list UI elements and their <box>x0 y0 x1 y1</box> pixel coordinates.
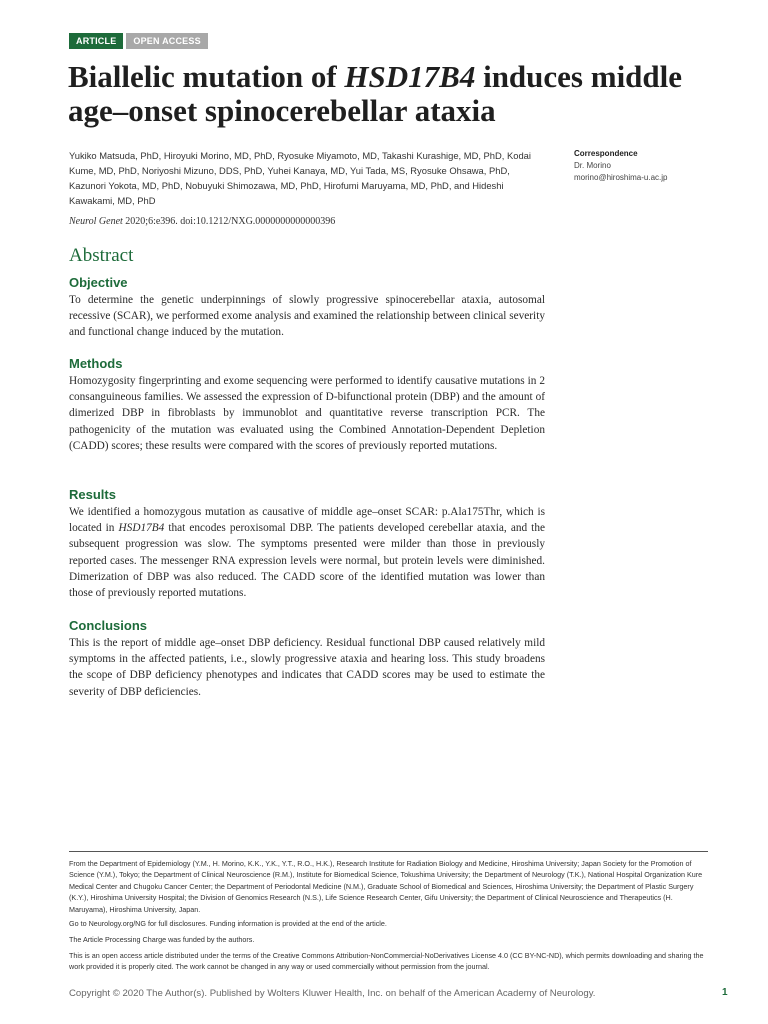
copyright-notice: Copyright © 2020 The Author(s). Published by Wolters Kluwer Health, Inc. on behalf of the American Academy of Neurology. <box>69 988 596 999</box>
license-footnote: This is an open access article distributed under the terms of the Creative Commons Attribution-NonCommercial-NoDerivatives License 4.0 (CC BY-NC-ND), which permits downloading and sharing the work provided it is properly cited. The work cannot be changed in any way or used commercially without permission from the journal. <box>69 951 704 972</box>
title-gene-name: HSD17B4 <box>344 59 476 94</box>
correspondence-name: Dr. Morino <box>574 161 611 170</box>
affiliations-footnote: From the Department of Epidemiology (Y.M., H. Morino, K.K., Y.K., Y.T., R.O., H.K.), Research Institute for Radiation Biology and Medicine, Hiroshima University; Japan Society for the Promotion of Science (Y.M.), Tokyo; the Department of Clinical Neuroscience (R.M.), Institute for Biomedical Science, Tokushima University; the Department of Neurology (T.K.), National Hospital Organization Kure Medical Center and Chugoku Cancer Center; the Department of Periodontal Medicine (N.M.), Graduate School of Biomedical and Sciences, Hiroshima University; the Department of Plastic Surgery (K.Y.), Hiroshima University Hospital; the Division of Genomics Research (N.S.), Life Science Research Center, Gifu University; the Department of Clinical Neuroscience and Therapeutics (H. Maruyama), Hiroshima University, Japan. <box>69 859 703 914</box>
methods-heading: Methods <box>69 356 123 371</box>
results-gene-name: HSD17B4 <box>118 522 165 535</box>
methods-text: Homozygosity fingerprinting and exome sequencing were performed to identify causative mutations in 2 consanguineous families. We assessed the expression of D-bifunctional protein (DBP) and the amount of dimerized DBP in fibroblasts by immunoblot and quantitative reverse transcription PCR. The pathogenicity of the mutation was evaluated using the Combined Annotation-Dependent Depletion (CADD) scores; these results were compared with the scores of previously reported mutations. <box>69 375 545 452</box>
correspondence-email[interactable]: morino@hiroshima-u.ac.jp <box>574 173 668 182</box>
open-access-badge: OPEN ACCESS <box>126 33 207 49</box>
title-part-2: induces middle age–onset spinocerebellar ataxia <box>68 59 683 128</box>
results-heading: Results <box>69 487 116 502</box>
article-title <box>68 60 718 128</box>
title-part-1: Biallelic mutation of <box>68 59 345 94</box>
citation-details: 2020;6:e396. doi:10.1212/NXG.0000000000000396 <box>122 216 336 227</box>
correspondence-block <box>574 148 724 184</box>
citation-line <box>69 216 335 227</box>
page-number: 1 <box>722 987 728 998</box>
results-text-start: We identified a homozygous mutation as causative of middle age–onset SCAR: p.Ala175Thr, which is located in <box>69 506 545 535</box>
results-text-end: that encodes peroxisomal DBP. The patients developed cerebellar ataxia, and the subsequent progression was slow. The symptoms presented were milder than those in previously reported cases. The messenger RNA expression levels were normal, but protein levels were diminished. Dimerization of DBP was also reduced. The CADD score of the identified mutation was lower than those of previously reported mutations. <box>69 522 545 600</box>
author-list: Yukiko Matsuda, PhD, Hiroyuki Morino, MD, PhD, Ryosuke Miyamoto, MD, Takashi Kurashige, MD, PhD, Kodai Kume, MD, PhD, Noriyoshi Mizuno, DDS, PhD, Yuhei Kanaya, MD, Yui Tada, MS, Ryosuke Ohsawa, PhD, Kazunori Yokota, MD, PhD, Nobuyuki Shimozawa, MD, PhD, Hirofumi Maruyama, MD, PhD, and Hideshi Kawakami, MD, PhD <box>69 150 531 206</box>
abstract-heading: Abstract <box>69 245 134 266</box>
results-text <box>69 504 545 601</box>
conclusions-heading: Conclusions <box>69 618 148 633</box>
disclosures-footnote: Go to Neurology.org/NG for full disclosures. Funding information is provided at the end of the article. <box>69 919 387 928</box>
correspondence-label: Correspondence <box>574 149 638 158</box>
conclusions-text: This is the report of middle age–onset DBP deficiency. Residual functional DBP caused relatively mild symptoms in the affected patients, i.e., slowly progressive ataxia and hearing loss. This study broadens the scope of DBP deficiency phenotypes and indicates that CADD scores may be used to estimate the severity of DBP deficiencies. <box>69 637 545 698</box>
footnote-divider <box>69 851 708 852</box>
article-type-badge: ARTICLE <box>69 33 123 49</box>
citation-journal: Neurol Genet <box>69 216 123 227</box>
objective-heading: Objective <box>69 275 128 290</box>
article-badges <box>69 33 208 49</box>
objective-text: To determine the genetic underpinnings of slowly progressive spinocerebellar ataxia, autosomal recessive (SCAR), we performed exome analysis and examined the relationship between clinical severity and functional change induced by the mutation. <box>69 294 545 339</box>
funding-footnote: The Article Processing Charge was funded by the authors. <box>69 935 255 944</box>
